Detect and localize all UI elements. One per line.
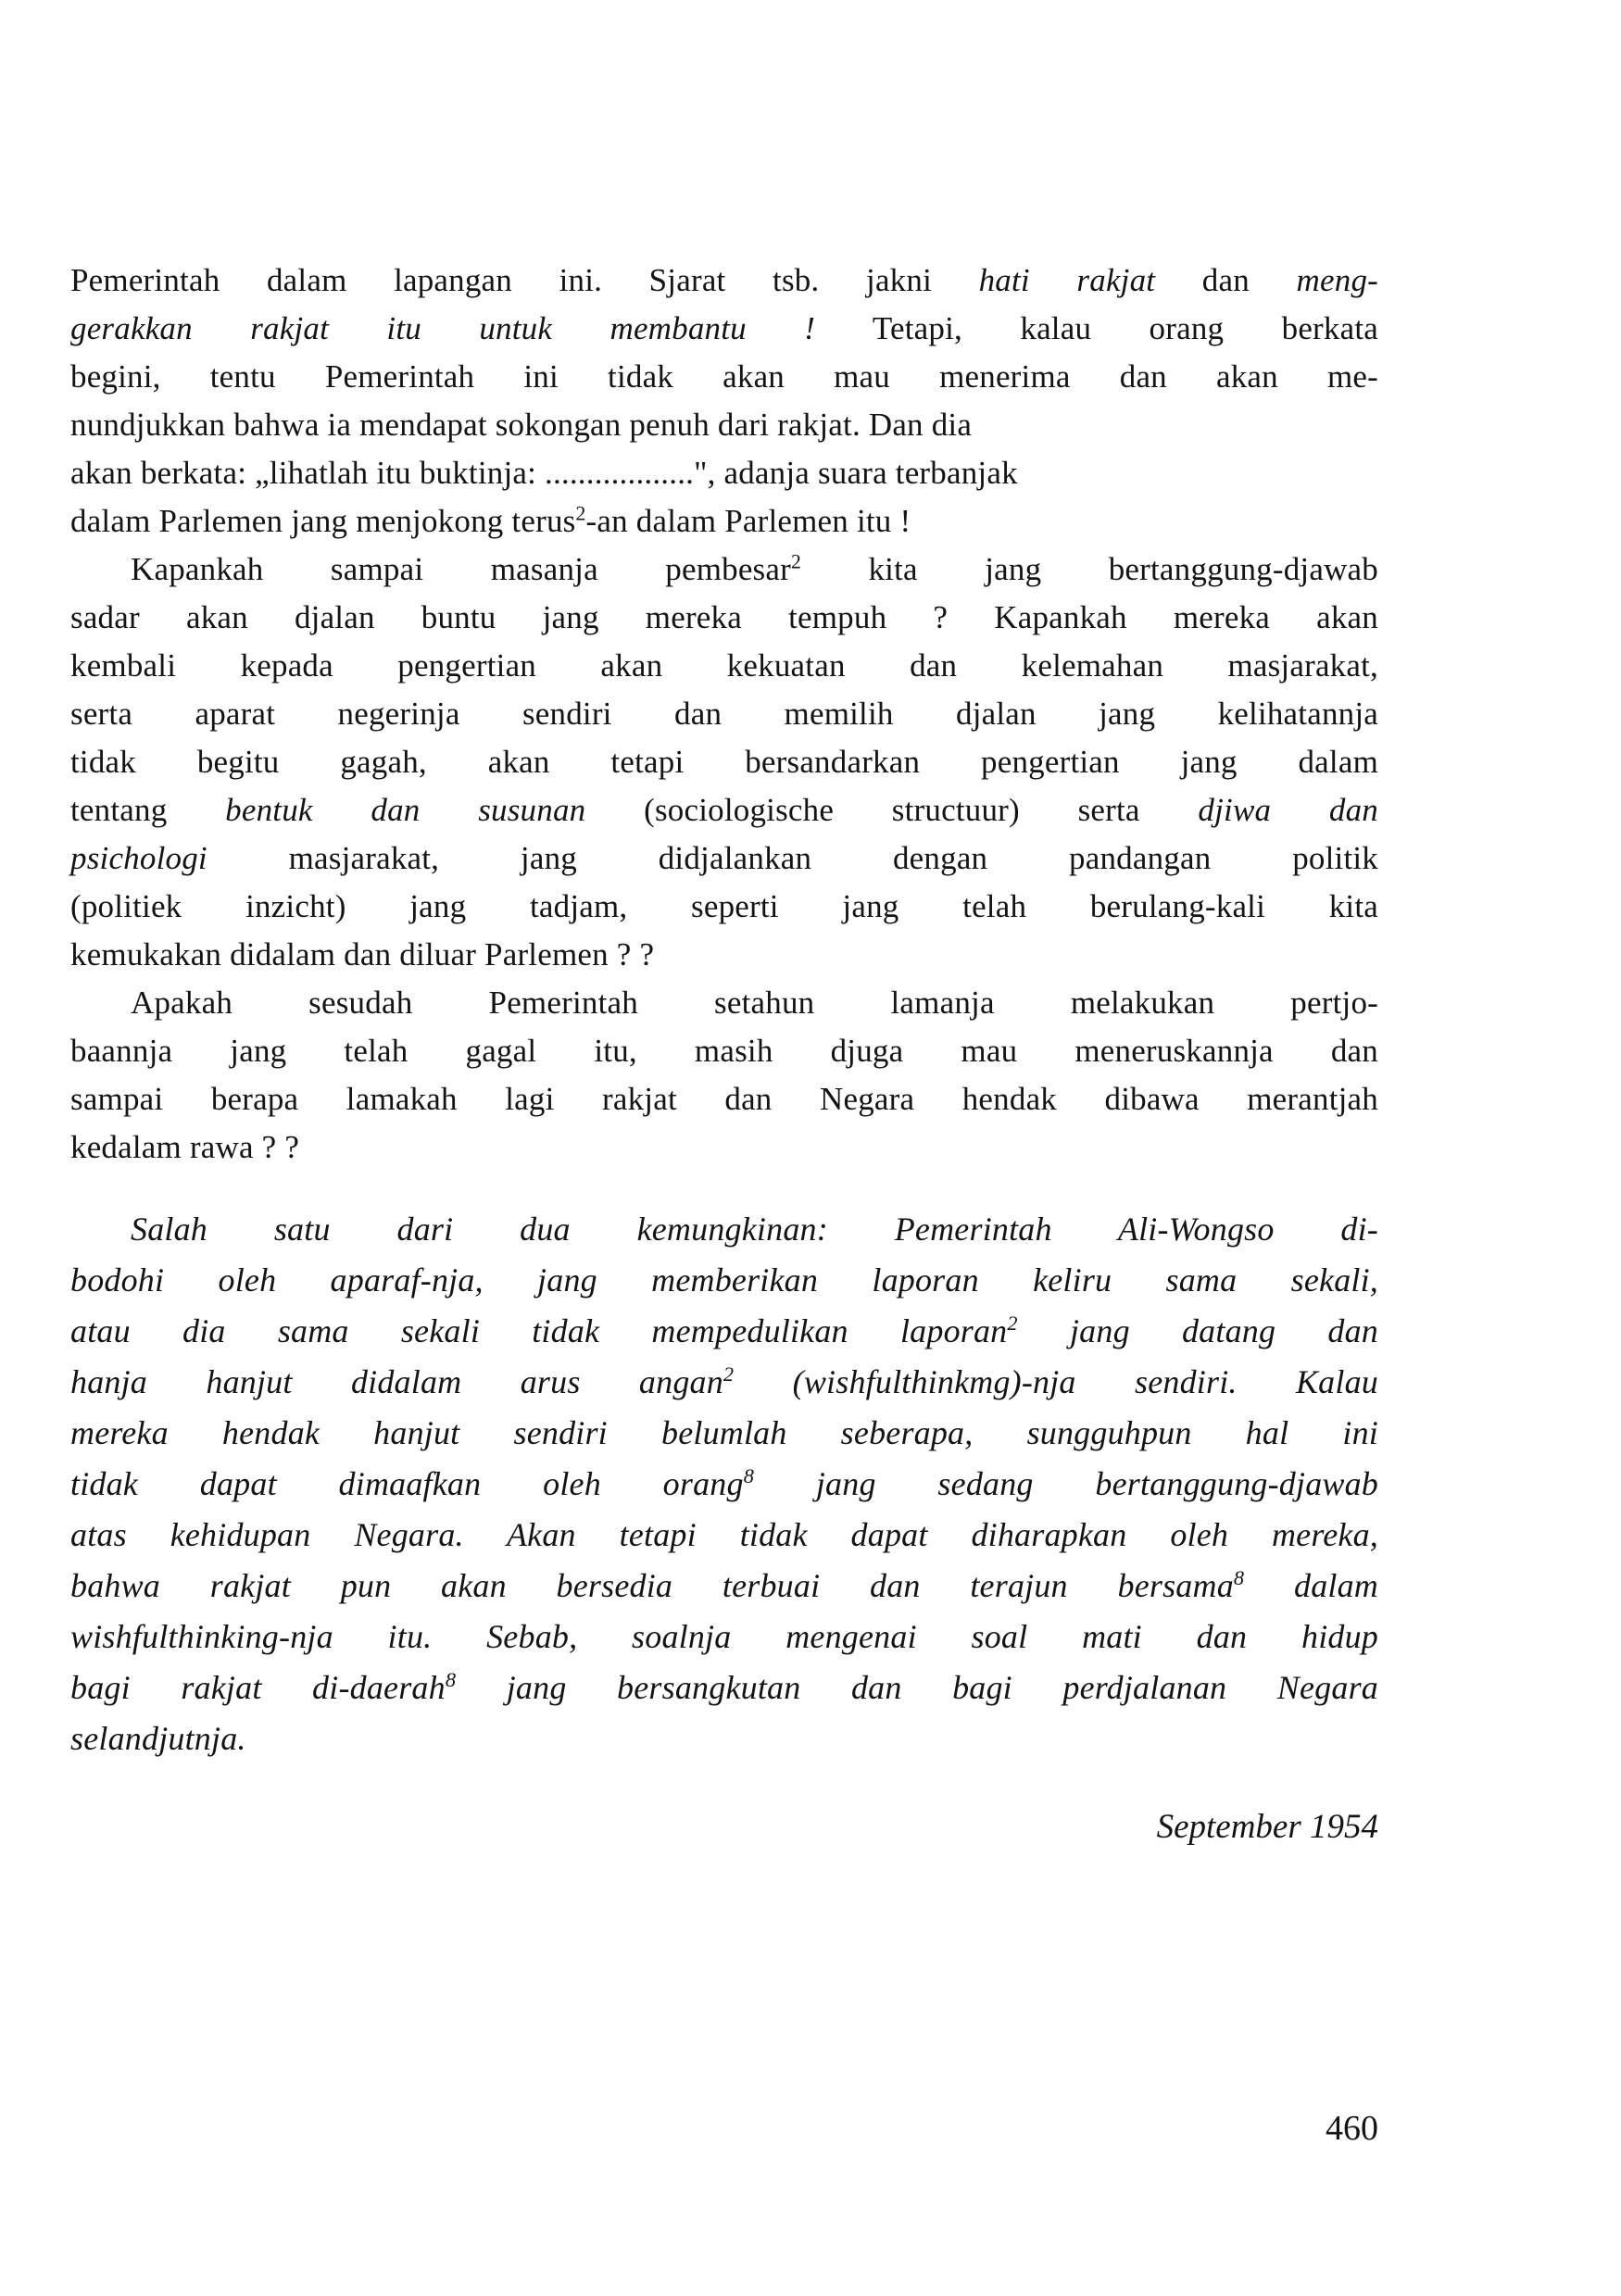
text-segment: (sociologische structuur) serta (585, 792, 1199, 828)
text-segment: begini, tentu Pemerintah ini tidak akan mau menerima dan akan me- (70, 358, 1378, 395)
text-segment: kedalam rawa ? ? (70, 1129, 300, 1165)
superscript: 2 (723, 1362, 735, 1386)
text-line (70, 931, 1378, 979)
text-line (70, 1612, 1378, 1662)
text-line (70, 497, 1378, 546)
text-segment: Pemerintah dalam lapangan ini. Sjarat tsb. jakni (70, 262, 979, 298)
text-segment: bahwa rakjat pun akan bersedia terbuai dan terajun bersama (70, 1567, 1234, 1604)
text-line (70, 834, 1378, 883)
text-segment: dan (1155, 262, 1297, 298)
paragraph-2 (70, 546, 1378, 979)
text-segment: djiwa dan (1198, 792, 1379, 828)
text-segment: bagi rakjat di-daerah (70, 1669, 446, 1706)
text-segment: Salah satu dari dua kemungkinan: Pemerintah Ali-Wongso di- (131, 1211, 1378, 1248)
text-segment: sampai berapa lamakah lagi rakjat dan Negara hendak dibawa merantjah (70, 1081, 1378, 1117)
text-segment: Apakah sesudah Pemerintah setahun lamanja melakukan pertjo- (131, 985, 1378, 1021)
text-segment: sadar akan djalan buntu jang mereka tempuh ? Kapankah mereka akan (70, 599, 1378, 635)
text-segment: wishfulthinking-nja itu. Sebab, soalnja mengenai soal mati dan hidup (70, 1618, 1378, 1655)
text-segment: Kapankah sampai masanja pembesar (131, 551, 791, 587)
text-line (70, 1027, 1378, 1075)
superscript: 2 (790, 550, 802, 573)
text-segment: masjarakat, jang didjalankan dengan pandangan politik (207, 840, 1378, 876)
text-segment: dalam (1244, 1567, 1378, 1604)
text-line (70, 257, 1378, 305)
text-line (70, 546, 1378, 594)
text-line (70, 1510, 1378, 1561)
text-line (70, 1408, 1378, 1459)
text-segment: tidak dapat dimaafkan oleh orang (70, 1465, 744, 1502)
text-segment: jang sedang bertanggung-djawab (754, 1465, 1378, 1502)
text-line (70, 738, 1378, 786)
text-segment: hati rakjat (978, 262, 1156, 298)
superscript: 8 (445, 1668, 457, 1691)
text-line (70, 786, 1378, 834)
text-line (70, 690, 1378, 738)
text-segment: serta aparat negerinja sendiri dan memilih djalan jang kelihatannja (70, 696, 1378, 732)
superscript: 2 (575, 502, 586, 525)
text-segment: psichologi (70, 840, 207, 876)
text-line (70, 353, 1378, 401)
text-line (70, 979, 1378, 1027)
page-number: 460 (1326, 2109, 1378, 2148)
text-segment: Tetapi, kalau orang berkata (815, 310, 1378, 346)
paragraph-3 (70, 979, 1378, 1172)
text-segment: atau dia sama sekali tidak mempedulikan laporan (70, 1312, 1008, 1349)
text-segment: kemukakan didalam dan diluar Parlemen ? ? (70, 936, 655, 972)
text-segment: kembali kepada pengertian akan kekuatan dan kelemahan masjarakat, (70, 647, 1378, 684)
text-segment: kita jang bertanggung-djawab (801, 551, 1378, 587)
text-line (70, 642, 1378, 690)
text-segment: nundjukkan bahwa ia mendapat sokongan penuh dari rakjat. Dan dia (70, 407, 973, 443)
text-line (70, 1459, 1378, 1510)
text-segment: selandjutnja. (70, 1720, 246, 1757)
superscript: 8 (743, 1464, 755, 1487)
text-segment: jang bersangkutan dan bagi perdjalanan Negara (456, 1669, 1378, 1706)
text-segment: bodohi oleh aparaf-nja, jang memberikan laporan keliru sama sekali, (70, 1261, 1378, 1299)
text-line (70, 1662, 1378, 1713)
paragraph-1 (70, 257, 1378, 546)
text-segment: tidak begitu gagah, akan tetapi bersandarkan pengertian jang dalam (70, 744, 1378, 780)
text-segment: bentuk dan susunan (225, 792, 586, 828)
text-line (70, 1075, 1378, 1123)
text-segment: mereka hendak hanjut sendiri belumlah seberapa, sungguhpun hal ini (70, 1414, 1378, 1451)
text-segment: tentang (70, 792, 226, 828)
text-segment: gerakkan rakjat itu untuk membantu ! (70, 310, 816, 346)
text-segment: atas kehidupan Negara. Akan tetapi tidak dapat diharapkan oleh mereka, (70, 1516, 1378, 1553)
text-segment: -an dalam Parlemen itu ! (585, 503, 911, 539)
text-line (70, 1306, 1378, 1357)
text-line (70, 1204, 1378, 1255)
text-line (70, 1255, 1378, 1306)
text-line (70, 305, 1378, 353)
text-line (70, 1713, 1378, 1764)
superscript: 8 (1233, 1566, 1245, 1589)
text-segment: meng- (1296, 262, 1378, 298)
text-segment: baannja jang telah gagal itu, masih djuga mau meneruskannja dan (70, 1033, 1378, 1069)
text-line (70, 1357, 1378, 1408)
paragraph-4 (70, 1204, 1378, 1764)
text-line (70, 401, 1378, 449)
text-line (70, 449, 1378, 497)
text-line (70, 594, 1378, 642)
text-column (70, 257, 1378, 1851)
text-segment: akan berkata: „lihatlah itu buktinja: ..................", adanja suara terbanjak (70, 455, 1018, 491)
date-line: September 1954 (1156, 1808, 1378, 1846)
text-segment: (politiek inzicht) jang tadjam, seperti jang telah berulang-kali kita (70, 888, 1378, 924)
superscript: 2 (1007, 1311, 1018, 1335)
text-segment: jang datang dan (1017, 1312, 1378, 1349)
text-segment: hanja hanjut didalam arus angan (70, 1363, 723, 1400)
text-segment: dalam Parlemen jang menjokong terus (70, 503, 576, 539)
text-segment: (wishfulthinkmg)-nja sendiri. Kalau (734, 1363, 1378, 1400)
text-line (70, 883, 1378, 931)
text-line (70, 1561, 1378, 1612)
text-line (70, 1123, 1378, 1172)
